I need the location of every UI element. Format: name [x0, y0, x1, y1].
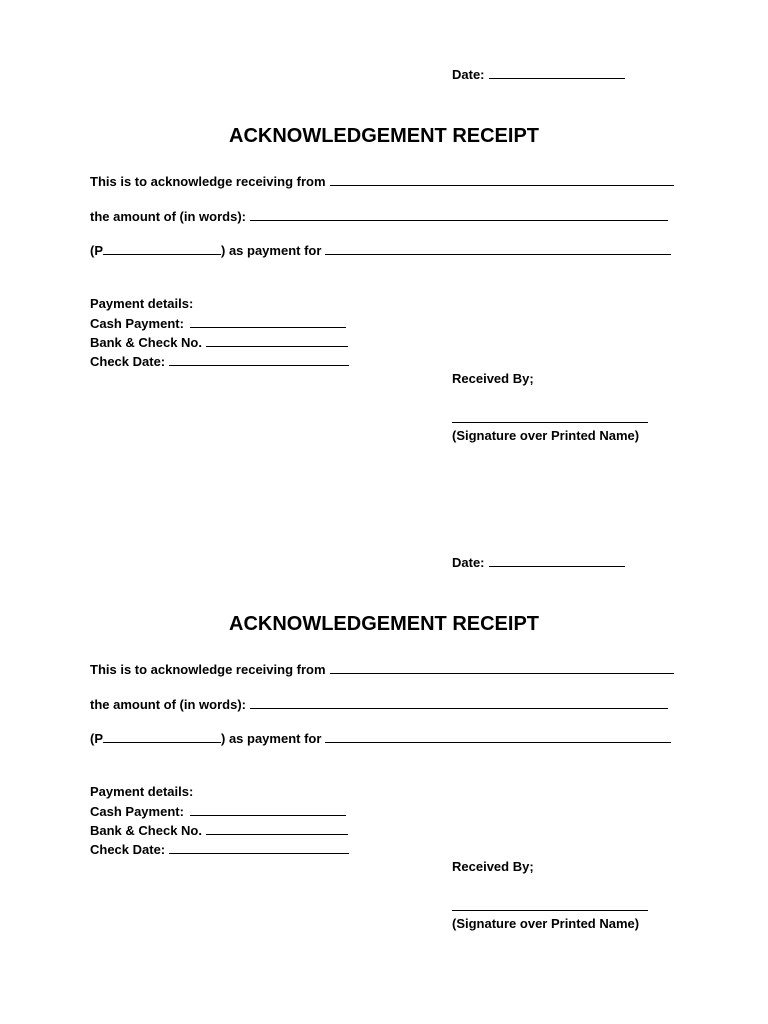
check-date-blank [169, 841, 349, 854]
payment-for-row [90, 242, 671, 259]
payment-for-label: ) as payment for [221, 243, 322, 258]
check-date-label: Check Date: [90, 842, 166, 857]
cash-payment-blank [190, 803, 346, 816]
receiving-from-label: This is to acknowledge receiving from [90, 662, 326, 677]
payment-for-row [90, 730, 671, 747]
signature-caption: (Signature over Printed Name) [452, 428, 640, 443]
check-date-row [90, 353, 349, 370]
check-date-row [90, 841, 349, 858]
signature-line [452, 410, 648, 423]
date-blank [489, 554, 625, 567]
date-row [452, 66, 625, 83]
check-date-label: Check Date: [90, 354, 166, 369]
amount-words-blank [250, 696, 668, 709]
cash-payment-row [90, 315, 346, 332]
cash-payment-label: Cash Payment: [90, 316, 184, 331]
bank-check-label: Bank & Check No. [90, 335, 202, 350]
received-by-label: Received By; [452, 859, 534, 874]
cash-payment-label: Cash Payment: [90, 804, 184, 819]
payment-for-blank [325, 242, 671, 255]
amount-prefix: (P [90, 731, 103, 746]
receipt-title: ACKNOWLEDGEMENT RECEIPT [229, 613, 539, 635]
receiving-from-label: This is to acknowledge receiving from [90, 174, 326, 189]
bank-check-row [90, 822, 348, 839]
payment-details-label: Payment details: [90, 784, 194, 799]
signature-line [452, 898, 648, 911]
receiving-from-row [90, 173, 674, 190]
date-row [452, 554, 625, 571]
date-blank [489, 66, 625, 79]
check-date-blank [169, 353, 349, 366]
amount-words-blank [250, 208, 668, 221]
date-label: Date: [452, 555, 485, 570]
bank-check-blank [206, 822, 348, 835]
receiving-from-row [90, 661, 674, 678]
received-by-label: Received By; [452, 371, 534, 386]
payment-details-label: Payment details: [90, 296, 194, 311]
amount-number-blank [103, 730, 221, 743]
signature-caption: (Signature over Printed Name) [452, 916, 640, 931]
amount-words-row [90, 696, 668, 713]
payment-for-label: ) as payment for [221, 731, 322, 746]
amount-prefix: (P [90, 243, 103, 258]
amount-words-row [90, 208, 668, 225]
cash-payment-blank [190, 315, 346, 328]
date-label: Date: [452, 67, 485, 82]
bank-check-blank [206, 334, 348, 347]
receiving-from-blank [330, 173, 674, 186]
receipt-form-2 [0, 488, 768, 968]
amount-words-label: the amount of (in words): [90, 697, 246, 712]
receipt-form-1 [0, 0, 768, 480]
bank-check-label: Bank & Check No. [90, 823, 202, 838]
amount-number-blank [103, 242, 221, 255]
receiving-from-blank [330, 661, 674, 674]
cash-payment-row [90, 803, 346, 820]
receipt-title: ACKNOWLEDGEMENT RECEIPT [229, 125, 539, 147]
amount-words-label: the amount of (in words): [90, 209, 246, 224]
bank-check-row [90, 334, 348, 351]
payment-for-blank [325, 730, 671, 743]
